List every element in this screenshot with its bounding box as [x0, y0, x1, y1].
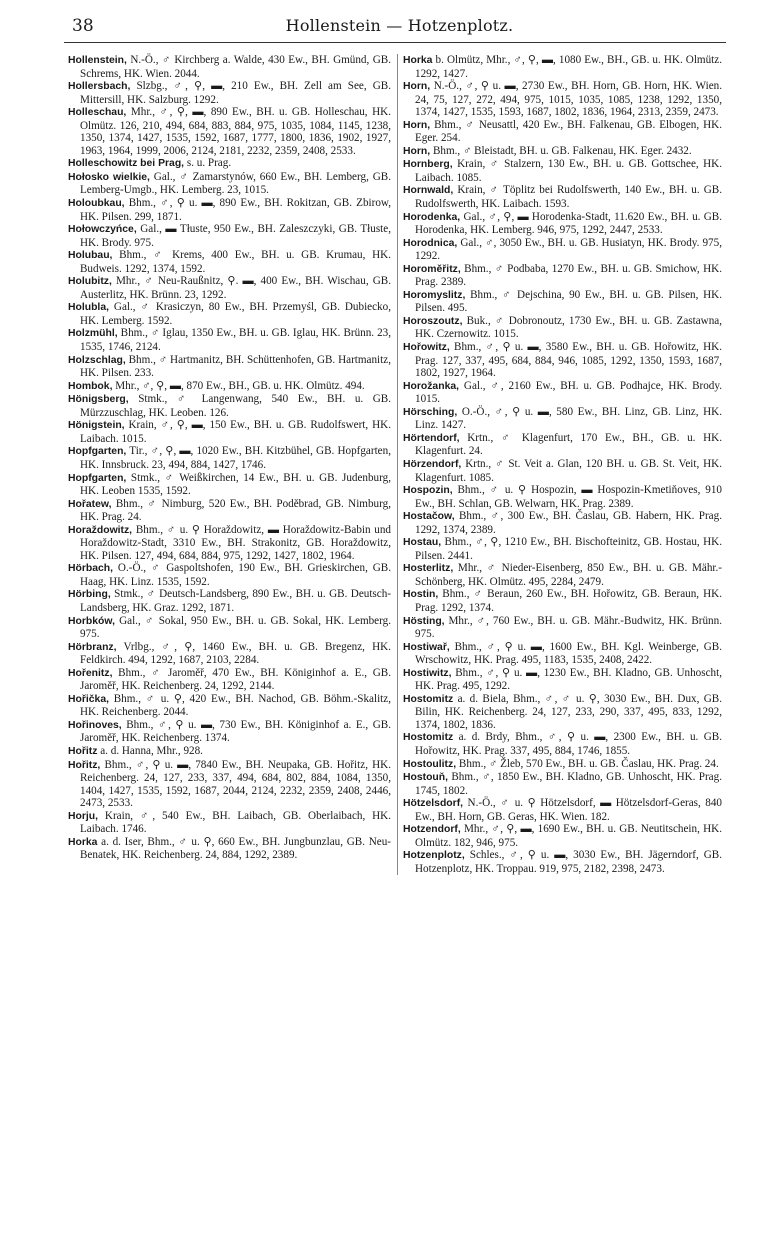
place-entry [403, 80, 722, 119]
place-details: Bhm., ♂, 300 Ew., BH. Časlau, GB. Habern, HK. Prag. 1292, 1374, 2389. [415, 510, 722, 536]
place-name: Holoubkau, [68, 198, 125, 210]
place-details: Bhm., ♂ Jaroměř, 470 Ew., BH. Königinhof a. E., GB. Jaroměř, HK. Reichenberg. 24, 1292, 2144. [80, 666, 391, 693]
place-name: Horn, [403, 145, 431, 157]
place-details: O.-Ö., ♂, ⚲ u. ▬, 580 Ew., BH. Linz, GB. Linz, HK. Linz. 1427. [415, 405, 722, 432]
place-name: Horomyslitz, [403, 289, 466, 301]
place-details: N.-Ö., ♂, ⚲ u. ▬, 2730 Ew., BH. Horn, GB. Horn, HK. Wien. 24, 75, 127, 272, 494, 975, 1015, 1035, 1085, 1238, 1292, 1350, 1374, 1427, 1535, 1593, 1687, 1802, 1836, 1964, 2313, 2359, 2473. [415, 80, 722, 119]
place-details: Gal., ♂ Sokal, 950 Ew., BH. u. GB. Sokal, HK. Lemberg. 975. [80, 614, 391, 641]
place-entry [403, 145, 722, 159]
place-entry [403, 341, 722, 380]
place-details: Bhm., ♂ Iglau, 1350 Ew., BH. u. GB. Iglau, HK. Brünn. 23, 1535, 1746, 2124. [80, 327, 391, 354]
place-name: Hořinoves, [68, 719, 122, 731]
place-name: Horožanka, [403, 380, 460, 392]
place-name: Hospozin, [403, 485, 453, 497]
place-entry [68, 693, 391, 719]
place-name: Hörsching, [403, 406, 458, 418]
place-details: Bhm., ♂ Bleistadt, BH. u. GB. Falkenau, HK. Eger. 2432. [432, 144, 692, 157]
place-name: Horaždowitz, [68, 524, 133, 536]
place-details: Bhm., ♂ Podbaba, 1270 Ew., BH. u. GB. Smichow, HK. Prag. 2389. [415, 262, 722, 289]
place-name: Hollersbach, [68, 81, 131, 93]
place-details: Bhm., ♂, ⚲ u. ▬, 1230 Ew., BH. Kladno, GB. Unhoscht, HK. Prag. 495, 1292. [415, 666, 722, 693]
place-details: Mhr., ♂, 760 Ew., BH. u. GB. Mähr.-Budwitz, HK. Brünn. 975. [415, 614, 722, 641]
place-details: Gal., ♂, ⚲, ▬ Horodenka-Stadt, 11.620 Ew., BH. u. GB. Horodenka, HK. Lemberg. 946, 975, 1292, 2447, 2533. [415, 210, 722, 237]
place-details: Krtn., ♂ Klagenfurt, 170 Ew., BH., GB. u. HK. Klagenfurt. 24. [415, 431, 722, 458]
place-name: Hopfgarten, [68, 472, 127, 484]
place-details: Mhr., ♂, ⚲, ▬, 1690 Ew., BH. u. GB. Neutitschein, HK. Olmütz. 182, 946, 975. [415, 823, 722, 849]
place-details: Bhm., ♂, 1850 Ew., BH. Kladno, GB. Unhoscht, HK. Prag. 1745, 1802. [415, 771, 722, 797]
place-entry [68, 301, 391, 327]
place-entry [68, 759, 391, 810]
place-name: Hostačow, [403, 511, 455, 523]
place-name: Holubla, [68, 302, 109, 314]
place-entry [403, 849, 722, 875]
place-entry [403, 667, 722, 693]
place-entry [68, 106, 391, 157]
place-details: Bhm., ♂, ⚲ u. ▬, 3580 Ew., BH. u. GB. Hořowitz, HK. Prag. 127, 337, 495, 684, 884, 946, 1085, 1292, 1350, 1593, 1687, 1802, 1927, 1964. [415, 341, 722, 380]
place-entry [68, 615, 391, 641]
place-name: Horoszoutz, [403, 315, 463, 327]
place-name: Hostomitz [403, 732, 454, 744]
place-entry [68, 719, 391, 745]
place-details: Buk., ♂ Dobronoutz, 1730 Ew., BH. u. GB. Zastawna, HK. Czernowitz. 1015. [415, 314, 722, 341]
place-name: Hombok, [68, 380, 113, 392]
place-name: Hořitz [68, 745, 98, 757]
place-entry [68, 275, 391, 301]
place-name: Hořitz, [68, 759, 101, 771]
left-column [66, 54, 397, 875]
place-details: Bhm., ♂ Dejschina, 90 Ew., BH. u. GB. Pilsen, HK. Pilsen. 495. [415, 288, 722, 315]
place-entry [403, 615, 722, 641]
place-entry [68, 667, 391, 693]
place-entry [68, 171, 391, 197]
place-name: Hopfgarten, [68, 446, 127, 458]
place-name: Hönigstein, [68, 420, 125, 432]
place-name: Hosterlitz, [403, 563, 454, 575]
place-entry [68, 498, 391, 524]
place-details: N.-Ö., ♂ u. ⚲ Hötzelsdorf, ▬ Hötzelsdorf-Geras, 840 Ew., BH. Horn, GB. Geras, HK. Wien. 182. [415, 797, 722, 823]
place-name: Horka [403, 55, 433, 66]
place-entry [68, 354, 391, 380]
place-name: Holleschau, [68, 107, 127, 119]
place-name: Hotzenplotz, [403, 850, 465, 862]
place-details: Bhm., ♂, ⚲ u. ▬, 890 Ew., BH. Rokitzan, GB. Zbirow, HK. Pilsen. 299, 1871. [80, 197, 391, 223]
place-name: Horju, [68, 810, 99, 822]
place-details: Bhm., ♂ Žleb, 570 Ew., BH. u. GB. Časlau, HK. Prag. 24. [458, 757, 719, 770]
place-entry [403, 289, 722, 315]
place-name: Holubau, [68, 250, 113, 262]
place-details: Schles., ♂, ⚲ u. ▬, 3030 Ew., BH. Jägerndorf, GB. Hotzenplotz, HK. Troppau. 919, 975, 2182, 2398, 2473. [415, 849, 722, 875]
place-name: Horodenka, [403, 211, 461, 223]
place-details: Bhm., ♂ Nimburg, 520 Ew., BH. Poděbrad, GB. Nimburg, HK. Prag. 24. [80, 497, 391, 524]
place-details: Tir., ♂, ⚲, ▬, 1020 Ew., BH. Kitzbühel, GB. Hopfgarten, HK. Innsbruck. 23, 494, 884, 1427, 1746. [80, 445, 391, 471]
place-name: Hörbing, [68, 589, 111, 601]
place-details: Stmk., ♂ Langenwang, 540 Ew., BH. u. GB. Mürzzuschlag, HK. Leoben. 126. [80, 393, 391, 419]
place-entry [403, 458, 722, 484]
place-entry [403, 693, 722, 732]
place-details: Bhm., ♂, ⚲ u. ▬, 730 Ew., BH. Königinhof a. E., GB. Jaroměř, HK. Reichenberg. 1374. [80, 718, 391, 745]
place-entry [403, 432, 722, 458]
place-details: a. d. Hanna, Mhr., 928. [100, 744, 203, 757]
place-name: Holubitz, [68, 276, 112, 288]
place-details: Bhm., ♂ u. ⚲ Hospozin, ▬ Hospozin-Kmetiňoves, 910 Ew., BH. Schlan, GB. Welwarn, HK. Prag. 2389. [415, 484, 722, 510]
place-details: s. u. Prag. [186, 157, 232, 170]
place-name: Hostau, [403, 537, 442, 549]
place-entry [68, 249, 391, 275]
place-entry [403, 588, 722, 614]
header-rule [64, 42, 726, 43]
place-entry [68, 197, 391, 223]
place-name: Hollenstein, [68, 55, 127, 66]
place-name: Hörbranz, [68, 641, 117, 653]
place-details: a. d. Brdy, Bhm., ♂, ⚲ u. ▬, 2300 Ew., BH. u. GB. Hořowitz, HK. Prag. 337, 495, 884, 1746, 1855. [415, 731, 722, 757]
place-name: Hostin, [403, 589, 439, 601]
place-details: Bhm., ♂ Neusattl, 420 Ew., BH. Falkenau, GB. Elbogen, HK. Eger. 254. [415, 118, 722, 145]
place-entry [68, 562, 391, 588]
place-name: Hötzelsdorf, [403, 798, 464, 810]
place-details: Krain, ♂ Töplitz bei Rudolfswerth, 140 Ew., BH. u. GB. Rudolfswerth, HK. Laibach. 1593. [415, 184, 722, 211]
place-entry [403, 510, 722, 536]
place-entry [68, 223, 391, 249]
place-name: Hořenitz, [68, 667, 113, 679]
place-entry [403, 263, 722, 289]
place-entry [403, 380, 722, 406]
place-entry [68, 419, 391, 445]
place-entry [403, 484, 722, 510]
place-name: Hořička, [68, 693, 110, 705]
place-details: Gal., ▬ Tłuste, 950 Ew., BH. Zaleszczyki, GB. Tłuste, HK. Brody. 975. [80, 223, 391, 249]
place-entry [403, 406, 722, 432]
place-details: Slzbg., ♂, ⚲, ▬, 210 Ew., BH. Zell am See, GB. Mittersill, HK. Salzburg. 1292. [80, 80, 391, 106]
place-name: Hostiwař, [403, 641, 450, 653]
place-entry [68, 588, 391, 614]
place-details: Gal., ♂ Zamarstynów, 660 Ew., BH. Lemberg, GB. Lemberg-Umgb., HK. Lemberg. 23, 1015. [80, 170, 391, 197]
place-name: Horn, [403, 119, 431, 131]
place-entry [403, 562, 722, 588]
place-entry [68, 745, 391, 759]
place-details: Gal., ♂, 2160 Ew., BH. u. GB. Podhajce, HK. Brody. 1015. [415, 379, 722, 406]
page-title: Hollenstein — Hotzenplotz. [285, 16, 514, 35]
place-details: Krain, ♂, ⚲, ▬, 150 Ew., BH. u. GB. Rudolfswert, HK. Laibach. 1015. [80, 419, 391, 445]
place-name: Horoměřitz, [403, 263, 461, 275]
place-details: Bhm., ♂, ⚲, 1210 Ew., BH. Bischofteinitz, GB. Hostau, HK. Pilsen. 2441. [415, 536, 722, 562]
place-details: Bhm., ♂ Hartmanitz, BH. Schüttenhofen, GB. Hartmanitz, HK. Pilsen. 233. [80, 353, 391, 380]
place-name: Hörtendorf, [403, 432, 460, 444]
place-name: Horodnica, [403, 237, 458, 249]
place-entry [403, 184, 722, 210]
place-entry [403, 54, 722, 80]
place-entry [68, 445, 391, 471]
place-entry [68, 54, 391, 80]
place-entry [403, 823, 722, 849]
place-details: a. d. Iser, Bhm., ♂ u. ⚲, 660 Ew., BH. Jungbunzlau, GB. Neu-Benatek, HK. Reichenberg. 24, 884, 1292, 2389. [80, 835, 391, 862]
place-entry [68, 810, 391, 836]
right-column [397, 54, 728, 875]
place-name: Holzmühl, [68, 328, 118, 340]
place-entry [68, 393, 391, 419]
place-name: Hołowczyńce, [68, 224, 137, 236]
place-name: Holzschlag, [68, 354, 126, 366]
place-details: a. d. Biela, Bhm., ♂, ♂ u. ⚲, 3030 Ew., BH. Dux, GB. Bilin, HK. Reichenberg. 24, 127, 233, 290, 337, 495, 833, 1292, 1374, 1802, 1836. [415, 692, 722, 731]
place-details: N.-Ö., ♂ Kirchberg a. Walde, 430 Ew., BH. Gmünd, GB. Schrems, HK. Wien. 2044. [80, 54, 391, 80]
place-details: Bhm., ♂ u. ⚲, 420 Ew., BH. Nachod, GB. Böhm.-Skalitz, HK. Reichenberg. 2044. [80, 692, 391, 719]
place-entry [403, 315, 722, 341]
place-name: Horn, [403, 81, 431, 93]
place-details: Stmk., ♂ Deutsch-Landsberg, 890 Ew., BH. u. GB. Deutsch-Landsberg, HK. Graz. 1292, 1871. [80, 588, 391, 614]
place-name: Hotzendorf, [403, 824, 461, 836]
place-name: Horbków, [68, 615, 115, 627]
place-details: O.-Ö., ♂ Gaspoltshofen, 190 Ew., BH. Grieskirchen, GB. Haag, HK. Linz. 1535, 1592. [80, 562, 391, 588]
place-details: Krtn., ♂ St. Veit a. Glan, 120 BH. u. GB. St. Veit, HK. Klagenfurt. 1085. [415, 457, 722, 484]
place-name: Hořatew, [68, 498, 112, 510]
place-details: Bhm., ♂, ⚲ u. ▬, 7840 Ew., BH. Neupaka, GB. Hořitz, HK. Reichenberg. 24, 127, 233, 337, 494, 684, 802, 884, 1084, 1350, 1404, 1427, 1535, 1592, 1687, 2044, 2124, 2232, 2359, 2408, 2446, 2473, 2533. [80, 758, 391, 810]
place-details: Gal., ♂, 3050 Ew., BH. u. GB. Husiatyn, HK. Brody. 975, 1292. [415, 236, 722, 263]
place-entry [403, 158, 722, 184]
place-details: Krain, ♂, 540 Ew., BH. Laibach, GB. Oberlaibach, HK. Laibach. 1746. [80, 809, 391, 836]
place-details: Gal., ♂ Krasiczyn, 80 Ew., BH. Przemyśl, GB. Dubiecko, HK. Lemberg. 1592. [80, 301, 391, 327]
place-name: Hornwald, [403, 185, 454, 197]
place-name: Hösting, [403, 615, 445, 627]
place-entry [68, 641, 391, 667]
place-name: Hostouň, [403, 772, 449, 784]
place-entry [403, 771, 722, 797]
place-details: Mhr., ♂, ⚲, ▬, 870 Ew., BH., GB. u. HK. Olmütz. 494. [115, 379, 365, 392]
place-entry [68, 472, 391, 498]
place-details: Stmk., ♂ Weißkirchen, 14 Ew., BH. u. GB. Judenburg, HK. Leoben 1535, 1592. [80, 471, 391, 498]
place-entry [403, 758, 722, 772]
place-name: Hörzendorf, [403, 458, 462, 470]
place-entry [68, 157, 391, 171]
place-entry [68, 327, 391, 353]
place-entry [68, 836, 391, 862]
place-details: Mhr., ♂, ⚲, ▬, 890 Ew., BH. u. GB. Holleschau, HK. Olmütz. 126, 210, 494, 684, 883, 884, 975, 1035, 1084, 1145, 1238, 1350, 1374, 1427, 1535, 1592, 1687, 1777, 1800, 1836, 1902, 1927, 1963, 1964, 1999, 2006, 2124, 2181, 2232, 2359, 2408, 2533. [80, 106, 391, 157]
place-details: Mhr., ♂ Neu-Raußnitz, ⚲. ▬, 400 Ew., BH. Wischau, GB. Austerlitz, HK. Brünn. 23, 1292. [80, 275, 391, 301]
place-entry [403, 536, 722, 562]
place-name: Hořowitz, [403, 342, 450, 354]
place-entry [403, 731, 722, 757]
place-name: Hörbach, [68, 563, 114, 575]
place-name: Hornberg, [403, 159, 453, 171]
place-entry [68, 524, 391, 563]
page-number: 38 [72, 16, 94, 36]
place-details: b. Olmütz, Mhr., ♂, ⚲, ▬, 1080 Ew., BH., GB. u. HK. Olmütz. 1292, 1427. [415, 54, 722, 80]
gazetteer-columns [66, 54, 728, 875]
place-details: Mhr., ♂ Nieder-Eisenberg, 850 Ew., BH. u. GB. Mähr.-Schönberg, HK. Olmütz. 495, 2284, 2479. [415, 562, 722, 588]
place-name: Horka [68, 836, 98, 848]
place-entry [403, 211, 722, 237]
place-entry [403, 237, 722, 263]
place-details: Vrlbg., ♂, ⚲, 1460 Ew., BH. u. GB. Bregenz, HK. Feldkirch. 494, 1292, 1687, 2103, 2284. [80, 640, 391, 667]
page-header [72, 16, 727, 42]
place-name: Hostoulitz, [403, 758, 457, 770]
place-details: Bhm., ♂, ⚲ u. ▬, 1600 Ew., BH. Kgl. Weinberge, GB. Wrschowitz, HK. Prag. 495, 1183, 1535, 2408, 2422. [415, 640, 722, 667]
place-entry [403, 119, 722, 145]
place-name: Holleschowitz bei Prag, [68, 158, 185, 170]
place-details: Bhm., ♂ Beraun, 260 Ew., BH. Hořowitz, GB. Beraun, HK. Prag. 1292, 1374. [415, 588, 722, 614]
place-entry [68, 80, 391, 106]
place-name: Hostomitz [403, 693, 454, 705]
place-details: Krain, ♂ Stalzern, 130 Ew., BH. u. GB. Gottschee, HK. Laibach. 1085. [415, 158, 722, 184]
place-name: Hołosko wielkie, [68, 171, 150, 183]
place-details: Bhm., ♂ u. ⚲ Horaždowitz, ▬ Horaždowitz-Babin und Horaždowitz-Stadt, 3310 Ew., BH. Strakonitz, GB. Horaždowitz, HK. Pilsen. 127, 494, 684, 884, 975, 1292, 1427, 1802, 1964. [80, 523, 391, 562]
place-entry [403, 797, 722, 823]
place-name: Hostiwitz, [403, 667, 452, 679]
place-details: Bhm., ♂ Krems, 400 Ew., BH. u. GB. Krumau, HK. Budweis. 1292, 1374, 1592. [80, 249, 391, 275]
place-entry [68, 380, 391, 394]
place-entry [403, 641, 722, 667]
place-name: Hönigsberg, [68, 394, 129, 406]
